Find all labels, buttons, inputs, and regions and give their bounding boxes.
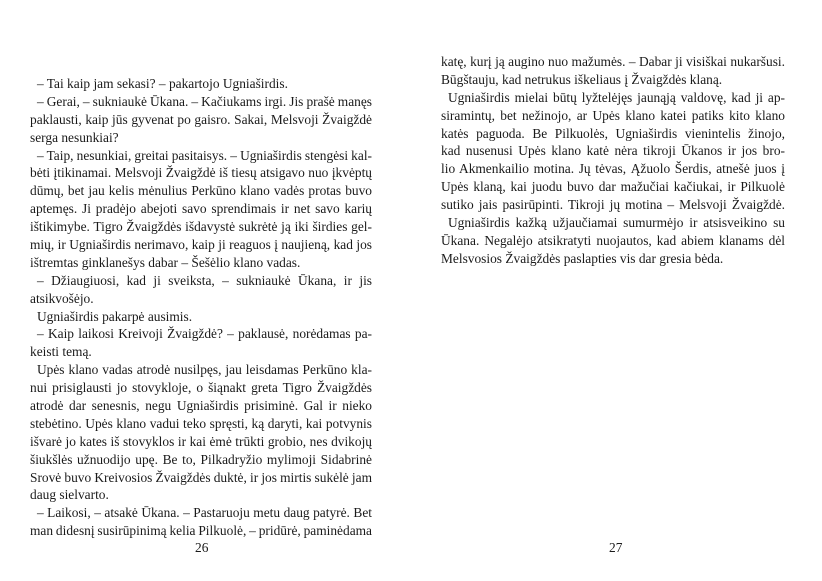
text-line bbox=[30, 325, 372, 343]
text-line-content: ištikimybe. Tigro Žvaigždės išdavystė sukrėtė ją iki širdies gel- bbox=[30, 219, 372, 235]
page-number-left: 26 bbox=[195, 540, 209, 555]
text-line-content: mių, ir Ugniaširdis nerimavo, kaip ji reaguos į naujieną, kad jos bbox=[30, 237, 372, 253]
text-line bbox=[30, 397, 372, 415]
text-line bbox=[441, 107, 785, 125]
text-line-content: dūmų, bet jau kelis mėnulius Perkūno klano vadės protas buvo bbox=[30, 183, 372, 199]
text-line bbox=[30, 182, 372, 200]
text-line bbox=[30, 415, 372, 433]
text-line-content: šiukšlės užnuodijo upę. Be to, Pilkadryžio mylimoji Sidabrinė bbox=[30, 451, 372, 467]
text-line-content: sutiko jais pasirūpinti. Tikroji jų motina – Melsvoji Žvaigždė. bbox=[441, 197, 785, 213]
text-line-content: išvarė jo kates iš stovyklos ir kai ėmė trūkti grobio, nes dvikojų bbox=[30, 433, 372, 449]
text-line-content: Ugniaširdis pakarpė ausimis. bbox=[37, 308, 193, 324]
text-line bbox=[441, 71, 785, 89]
text-line bbox=[30, 504, 372, 522]
text-line bbox=[30, 343, 372, 361]
text-line bbox=[441, 53, 785, 71]
text-line bbox=[30, 379, 372, 397]
left-page-text bbox=[30, 75, 372, 540]
text-line bbox=[30, 111, 372, 129]
text-line bbox=[30, 469, 372, 487]
text-line bbox=[30, 451, 372, 469]
text-line-content: atsikvošėjo. bbox=[30, 290, 94, 306]
text-line bbox=[441, 196, 785, 214]
text-line-content: siramintų, bet nežinojo, ar Upės klano katei patiks kito klano bbox=[441, 107, 785, 123]
text-line-content: Melsvosios Žvaigždės paslapties vis dar gresia bėda. bbox=[441, 250, 724, 266]
text-line bbox=[30, 308, 372, 326]
text-line-content: – Taip, nesunkiai, greitai pasitaisys. – Ugniaširdis stengėsi kal- bbox=[37, 147, 372, 163]
text-line bbox=[30, 361, 372, 379]
text-line bbox=[30, 486, 372, 504]
text-line bbox=[441, 178, 785, 196]
text-line-content: ištremtas ginklanešys dabar – Šešėlio klano vadas. bbox=[30, 254, 301, 270]
text-line bbox=[441, 89, 785, 107]
text-line bbox=[30, 93, 372, 111]
text-line-content: kad nusenusi Upės klano katė nėra tikroji Ūkanos ir jos bro- bbox=[441, 143, 785, 159]
text-line-content: Ūkana. Negalėjo atsikratyti nuojautos, kad abiem klanams dėl bbox=[441, 232, 785, 248]
text-line bbox=[30, 272, 372, 290]
text-line-content: katės paguoda. Be Pilkuolės, Ugniaširdis vienintelis žinojo, bbox=[441, 125, 785, 141]
text-line bbox=[30, 200, 372, 218]
text-line-content: lio Akmenkailio motina. Jų tėvas, Ąžuolo Šerdis, atnešė juos į bbox=[441, 161, 785, 177]
text-line bbox=[441, 250, 785, 268]
text-line bbox=[441, 232, 785, 250]
text-line-content: Upės klano vadas atrodė nusilpęs, jau leisdamas Perkūno kla- bbox=[37, 362, 372, 378]
text-line bbox=[30, 254, 372, 272]
text-line-content: Ugniaširdis kažką užjaučiamai sumurmėjo ir atsisveikino su bbox=[448, 215, 785, 231]
text-line-content: Srovė buvo Kreivosios Žvaigždės duktė, ir jos mirtis sukėlė jam bbox=[30, 469, 372, 485]
text-line bbox=[30, 218, 372, 236]
text-line-content: – Džiaugiuosi, kad ji sveiksta, – sukniaukė Ūkana, ir jis bbox=[37, 272, 372, 288]
text-line bbox=[441, 125, 785, 143]
text-line bbox=[30, 236, 372, 254]
text-line-content: – Tai kaip jam sekasi? – pakartojo Ugniaširdis. bbox=[37, 76, 288, 91]
text-line bbox=[30, 147, 372, 165]
text-line-content: – Gerai, – sukniaukė Ūkana. – Kačiukams irgi. Jis prašė manęs bbox=[37, 93, 372, 109]
text-line bbox=[30, 129, 372, 147]
text-line bbox=[30, 433, 372, 451]
text-line-content: paklausti, kaip jūs gyvenat po gaisro. Sakai, Melsvoji Žvaigždė bbox=[30, 111, 372, 127]
text-line bbox=[441, 142, 785, 160]
text-line-content: katę, kurį ją augino nuo mažumės. – Dabar ji visiškai nukaršusi. bbox=[441, 54, 785, 69]
text-line bbox=[30, 290, 372, 308]
text-line-content: bėti įtikinamai. Melsvoji Žvaigždė iš tiesų atsigavo nuo įkvėptų bbox=[30, 165, 372, 181]
text-line-content: nui prisiglausti jo stovykloje, o šiąnakt greta Tigro Žvaigždės bbox=[30, 380, 372, 396]
text-line-content: keisti temą. bbox=[30, 344, 92, 360]
text-line bbox=[30, 522, 372, 540]
right-page-text bbox=[441, 53, 785, 268]
text-line-content: Būgštauju, kad netrukus iškeliaus į Žvaigždės klaną. bbox=[441, 71, 723, 87]
text-line bbox=[30, 75, 372, 93]
text-line-content: Ugniaširdis mielai būtų lyžtelėjęs jaunąją valdovę, kad ji ap- bbox=[448, 89, 785, 105]
text-line-content: man didesnį susirūpinimą kelia Pilkuolė, – pridūrė, paminėdama bbox=[30, 523, 372, 539]
text-line bbox=[441, 214, 785, 232]
text-line-content: atrodė dar senesnis, negu Ugniaširdis prisiminė. Gal ir nieko bbox=[30, 398, 372, 414]
text-line bbox=[30, 164, 372, 182]
text-line-content: stebėtino. Upės klano vadui teko spręsti, ką daryti, kai potvynis bbox=[30, 415, 372, 431]
text-line-content: aptemęs. Ji pradėjo abejoti savo sprendimais ir net savo karių bbox=[30, 201, 372, 217]
page-number-right: 27 bbox=[609, 540, 623, 555]
text-line-content: – Laikosi, – atsakė Ūkana. – Pastaruoju metu daug patyrė. Bet bbox=[37, 505, 372, 521]
text-line-content: Upės klaną, kai juodu buvo dar mažučiai kačiukai, ir Pilkuolė bbox=[441, 179, 785, 195]
text-line-content: daug sielvarto. bbox=[30, 487, 109, 503]
text-line-content: – Kaip laikosi Kreivoji Žvaigždė? – paklausė, norėdamas pa- bbox=[37, 326, 372, 342]
text-line-content: serga nesunkiai? bbox=[30, 129, 119, 145]
text-line bbox=[441, 160, 785, 178]
